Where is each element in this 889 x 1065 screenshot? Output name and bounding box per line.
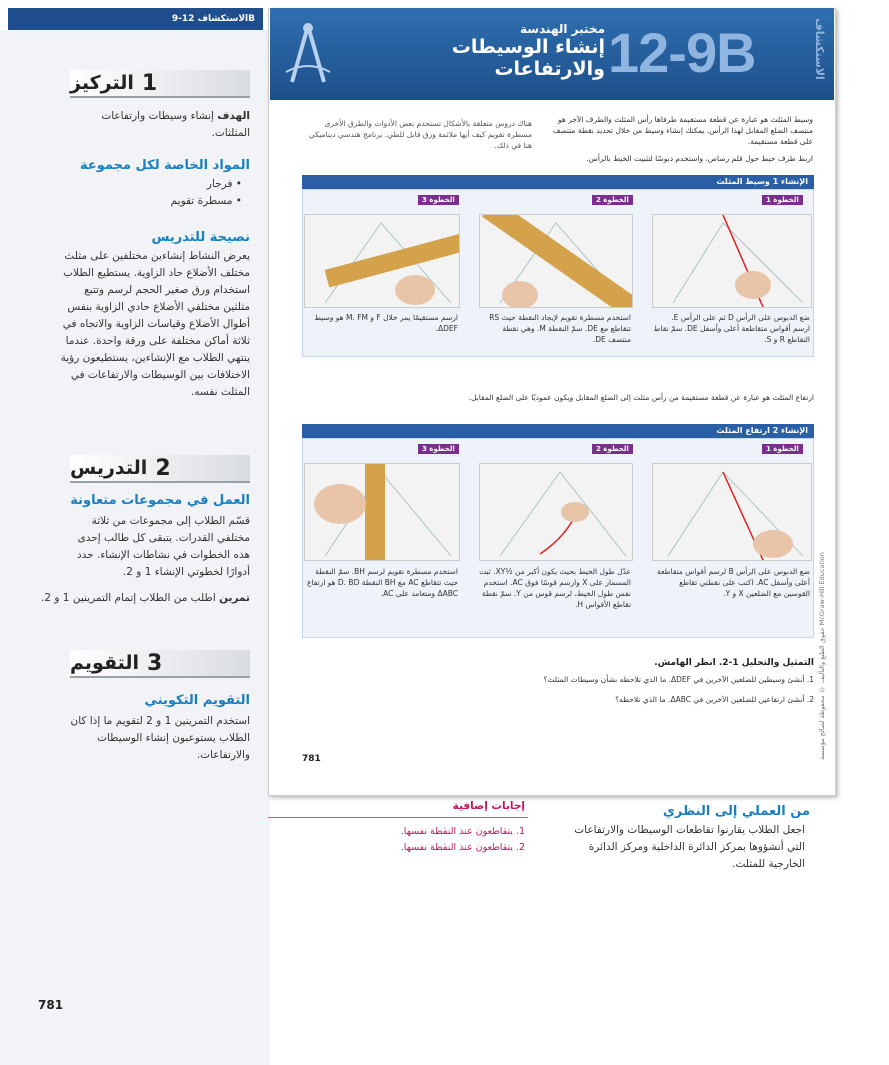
answer-item: 2. يتقاطعون عند النقطة نفسها. <box>400 842 525 853</box>
section-title: التدريس <box>70 457 148 479</box>
answer-item: 1. يتقاطعون عند النقطة نفسها. <box>400 826 525 837</box>
activity1-caption-1: ضع الدبوس على الرأس D ثم على الرأس E. ارسم أقواس متقاطعة أعلى وأسفل DE. سمّ نقاط التقاطع R و S. <box>653 313 810 344</box>
coop-text: قسّم الطلاب إلى مجموعات من ثلاثة مختلفي القدرات. يتبقى كل طالب إحدى هذه الخطوات في نشاطات الإنشاء. حدد أدوارًا لخطوتي الإنشاء 1 و 2. <box>76 515 250 578</box>
section-title: التقويم <box>70 652 140 674</box>
step-label: الخطوة 1 <box>762 444 803 454</box>
analyze-title: التمثيل والتحليل 1-2. انظر الهامش. <box>654 658 814 668</box>
section-teach-header <box>70 455 250 483</box>
activity1-caption-3: ارسم مستقيمًا يمر خلال F و M. FM هو وسيط ΔDEF. <box>314 313 458 333</box>
coop-title: العمل في مجموعات متعاونة <box>70 493 250 508</box>
activity2-photo-step3 <box>304 463 460 561</box>
intro-tie-text: اربط طرف خيط حول قلم رصاص، واستخدم دبوسًا لتثبيت الخيط بالرأس. <box>586 154 813 163</box>
banner-side-label: الاستكشاف <box>813 18 826 80</box>
page-number: 781 <box>38 998 64 1012</box>
intro-left-text: هناك دروس متعلقة بالأشكال تستخدم بعض الأدوات والطرق الأخرى مسطرة تقويم كيف أيها ملائمة ورق قابل للطي. برنامج هندسي ديناميكي هنا في ذلك. <box>308 119 532 150</box>
activity1-photo-step3 <box>304 214 460 308</box>
practice-line <box>40 590 250 607</box>
tip-text: يعرض النشاط إنشاءين مختلفين على مثلث مختلف الأضلاع حاد الزاوية. يستطيع الطلاب استخدام ورق صغير الحجم لرسم وتتبع مثلثين مختلفي الأضلاع حادي الزاوية بنفس أطوال الأضلاع وقياسات الزاوية والاتجاه في ثلاثة أماكن مختلفة على ورقة واحدة. عندما ينتهي الطلاب مع الإنشاءين، يستطيعون رؤية الاختلافات بين الوسيطات والارتفاعات في المثلث نفسه. <box>60 250 250 398</box>
step-label: الخطوة 2 <box>592 444 633 454</box>
formative-text: استخدم التمرينين 1 و 2 لتقويم ما إذا كان الطلاب يستوعبون إنشاء الوسيطات والارتفاعات. <box>70 715 250 761</box>
section-focus-header <box>70 70 250 98</box>
analyze-item-1: 1. أنشئ وسيطين للضلعين الآخرين في ΔDEF. ما الذي تلاحظه بشأن وسيطات المثلث؟ <box>543 675 814 684</box>
goal-block <box>60 108 250 142</box>
altitude-definition: ارتفاع المثلث هو عبارة عن قطعة مستقيمة من رأس مثلث إلى الضلع المقابل ويكون عموديًا على الضلع المقابل. <box>468 393 814 402</box>
section-number: 2 <box>155 455 171 481</box>
activity2-caption-1: ضع الدبوس على الرأس B لرسم أقواس متقاطعة أعلى وأسفل AC. اكتب على نقطتي تقاطع القوسين مع الضلعين X و Y. <box>656 567 810 598</box>
section-number: 1 <box>141 70 158 96</box>
materials-title: المواد الخاصة لكل مجموعة <box>79 158 250 173</box>
formative-title: التقويم التكويني <box>144 693 250 708</box>
activity2-strip: الإنشاء 2 ارتفاع المثلث <box>302 424 814 438</box>
activity1-strip: الإنشاء 1 وسيط المثلث <box>302 175 814 189</box>
list-item: • مسطرة تقويم <box>170 195 242 207</box>
lesson-code: 12-9B <box>608 21 756 84</box>
concrete-text: اجعل الطلاب يقارنوا تقاطعات الوسيطات والارتفاعات التي أنشؤوها بمركز الدائرة الداخلية ومركز الدائرة الخارجية للمثلث. <box>574 824 805 870</box>
section-title: التركيز <box>70 72 134 94</box>
step-label: الخطوة 3 <box>418 195 459 205</box>
activity1-photo-step1 <box>652 214 812 308</box>
activity2-caption-3: استخدم مسطرة تقويم لرسم BH. سمّ النقطة حيث تتقاطع AC مع BH النقطة D. BD هو ارتفاع ΔABC ومتعامد على AC. <box>306 567 458 598</box>
concrete-title: من العملي إلى النظري <box>663 804 810 819</box>
activity1-photo-step2 <box>479 214 633 308</box>
step-label: الخطوة 1 <box>762 195 803 205</box>
practice-label: تمرين <box>219 592 250 604</box>
materials-list <box>60 176 242 210</box>
step-label: الخطوة 2 <box>592 195 633 205</box>
analyze-item-2: 2. أنشئ ارتفاعين للضلعين الآخرين في ΔABC. ما الذي تلاحظه؟ <box>615 695 814 704</box>
section-number: 3 <box>147 650 163 676</box>
answers-title: إجابات إضافية <box>452 800 525 812</box>
tip-title: نصيحة للتدريس <box>151 230 250 245</box>
inner-page-number: 781 <box>302 754 321 764</box>
activity2-photo-step2 <box>479 463 633 561</box>
compass-icon <box>278 20 338 90</box>
goal-label: الهدف <box>217 110 250 122</box>
intro-right-text: وسيط المثلث هو عبارة عن قطعة مستقيمة طرفاها رأس المثلث والطرف الآخر هو منتصف الضلع المقابل لهذا الرأس. يمكنك إنشاء وسيط من خلال تحديد نقطة منتصف على قطعة مستقيمة. <box>552 115 813 146</box>
banner-title-block <box>420 22 605 80</box>
list-item: • فرجار <box>206 178 242 190</box>
activity2-caption-2: عدّل طول الخيط بحيث يكون أكبر من ½XY. ثبت المسمار على X وارسم قوسًا فوق AC. استخدم نفس طول الخيط، لرسم قوس من Y. سمّ نقطة تقاطع الأقواس H. <box>479 567 631 609</box>
page-banner <box>270 8 834 100</box>
lab-label: مختبر الهندسة <box>520 22 605 36</box>
practice-text: اطلب من الطلاب إتمام التمرينين 1 و 2. <box>41 592 216 604</box>
goal-text: إنشاء وسيطات وارتفاعات المثلثات. <box>101 110 250 139</box>
activity2-photo-step1 <box>652 463 812 561</box>
activity1-caption-2: استخدم مسطرة تقويم لإيجاد النقطة حيث RS تتقاطع مع DE. سمّ النقطة M. وهي نقطة منتصف DE. <box>489 313 631 344</box>
lab-title-line1: إنشاء الوسيطات <box>451 36 605 58</box>
answers-list <box>280 824 525 856</box>
lab-title-line2: والارتفاعات <box>494 58 605 80</box>
section-assess-header <box>70 650 250 678</box>
answers-divider <box>268 817 528 818</box>
copyright-credit: حقوق الطبع والتأليف © محفوظة لصالح مؤسسة McGraw-Hill Education <box>818 552 826 760</box>
section-header-bar: الاستكشاف 12-9B <box>8 8 263 30</box>
step-label: الخطوة 3 <box>418 444 459 454</box>
